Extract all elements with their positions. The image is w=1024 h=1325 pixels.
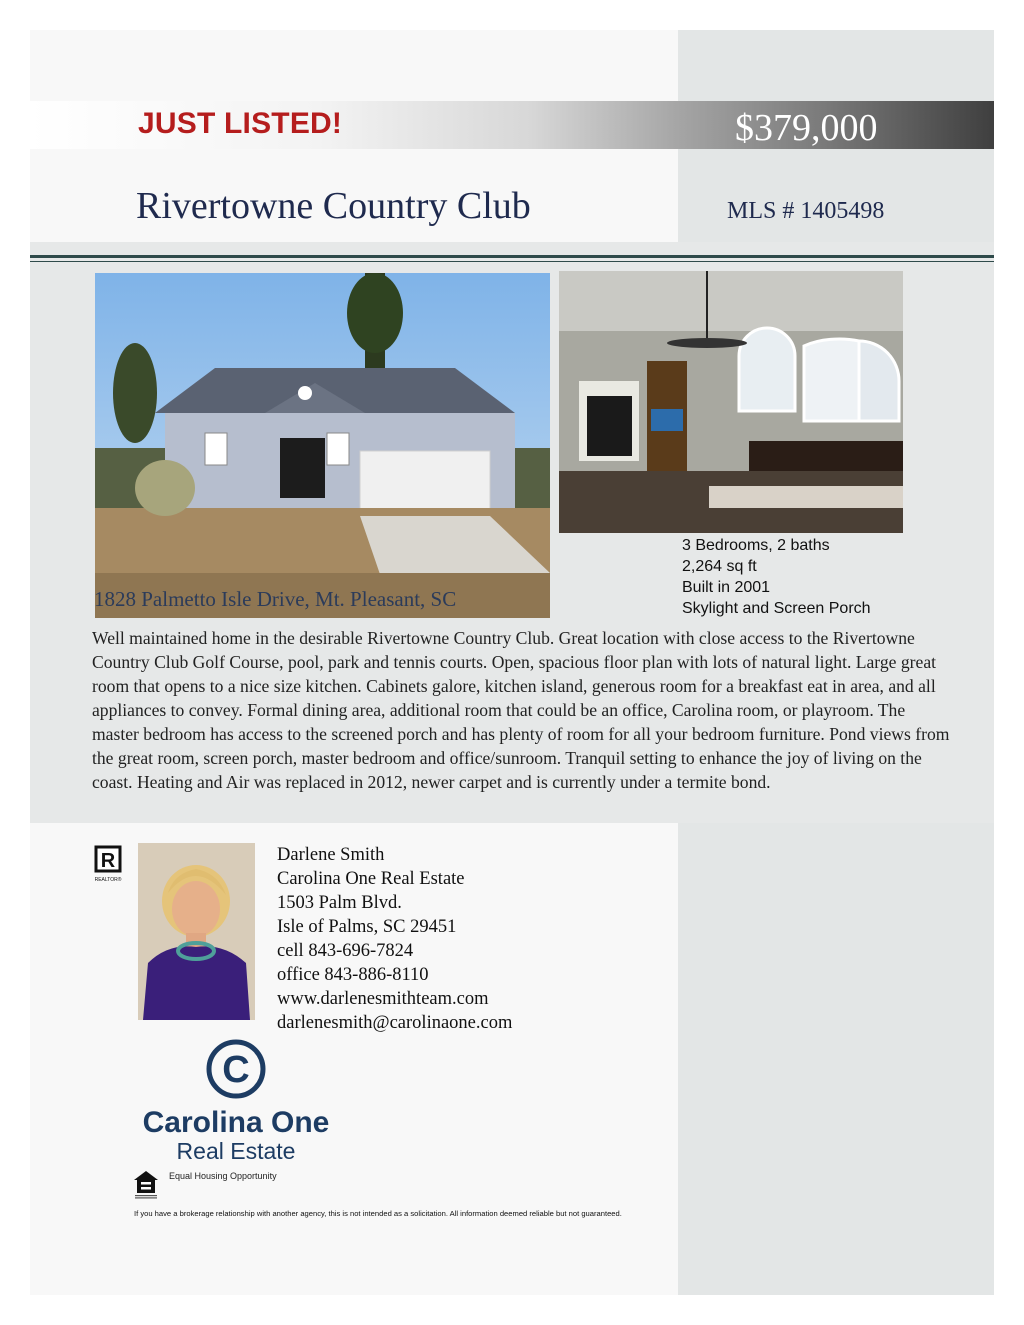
equal-housing-icon: [133, 1169, 159, 1199]
mls-number: MLS # 1405498: [727, 198, 885, 224]
page-title: Rivertowne Country Club: [136, 185, 531, 227]
logo-glyph: C: [222, 1049, 250, 1091]
interior-photo: [559, 271, 903, 533]
realtor-logo: [93, 845, 125, 883]
divider: [30, 261, 994, 262]
feature-item: 3 Bedrooms, 2 baths: [682, 537, 830, 554]
brand-subtitle: Real Estate: [176, 1138, 296, 1164]
agent-email[interactable]: darlenesmith@carolinaone.com: [277, 1013, 513, 1033]
agent-contact: [277, 843, 512, 1035]
feature-item: Skylight and Screen Porch: [682, 600, 871, 617]
agent-office: office 843-886-8110: [277, 965, 429, 985]
property-features: [682, 535, 871, 619]
property-address: 1828 Palmetto Isle Drive, Mt. Pleasant, SC: [94, 587, 457, 611]
house-exterior-photo: [95, 273, 550, 618]
feature-item: 2,264 sq ft: [682, 558, 757, 575]
flyer-page: [30, 30, 994, 1295]
agent-city: Isle of Palms, SC 29451: [277, 917, 457, 937]
agent-street: 1503 Palm Blvd.: [277, 893, 402, 913]
agent-company: Carolina One Real Estate: [277, 869, 465, 889]
agent-name: Darlene Smith: [277, 845, 385, 865]
agent-cell: cell 843-696-7824: [277, 941, 414, 961]
just-listed-badge: JUST LISTED!: [138, 107, 343, 140]
realtor-label: REALTOR®: [94, 877, 122, 883]
equal-housing-label: Equal Housing Opportunity: [169, 1171, 277, 1181]
realtor-mark: R: [100, 850, 116, 872]
property-description: Well maintained home in the desirable Rivertowne Country Club. Great location with close access to the Rivertowne Country Club Golf Course, pool, park and tennis courts. Open, spacious floor plan with lots of natural light. Large great room that opens to a nice size kitchen. Cabinets galore, kitchen island, generous room for a breakfast eat in area, and all appliances to convey. Formal dining area, additional room that could be an office, Carolina room, or playroom. The master bedroom has access to the screened porch and has plenty of room for all your bedroom furniture. Pond views from the great room, screen porch, master bedroom and office/sunroom. Tranquil setting to enhance the joy of living on the coast. Heating and Air was replaced in 2012, newer carpet and is currently under a termite bond.: [92, 628, 950, 792]
agent-website[interactable]: www.darlenesmithteam.com: [277, 989, 489, 1009]
agent-photo: [138, 843, 255, 1020]
carolina-one-logo-icon: [205, 1038, 267, 1100]
divider: [30, 255, 994, 258]
disclaimer: If you have a brokerage relationship with another agency, this is not intended as a solicitation. All information deemed reliable but not guaranteed.: [134, 1209, 622, 1218]
feature-item: Built in 2001: [682, 579, 771, 596]
brand-name: Carolina One: [142, 1106, 330, 1139]
listing-price: $379,000: [735, 107, 878, 149]
